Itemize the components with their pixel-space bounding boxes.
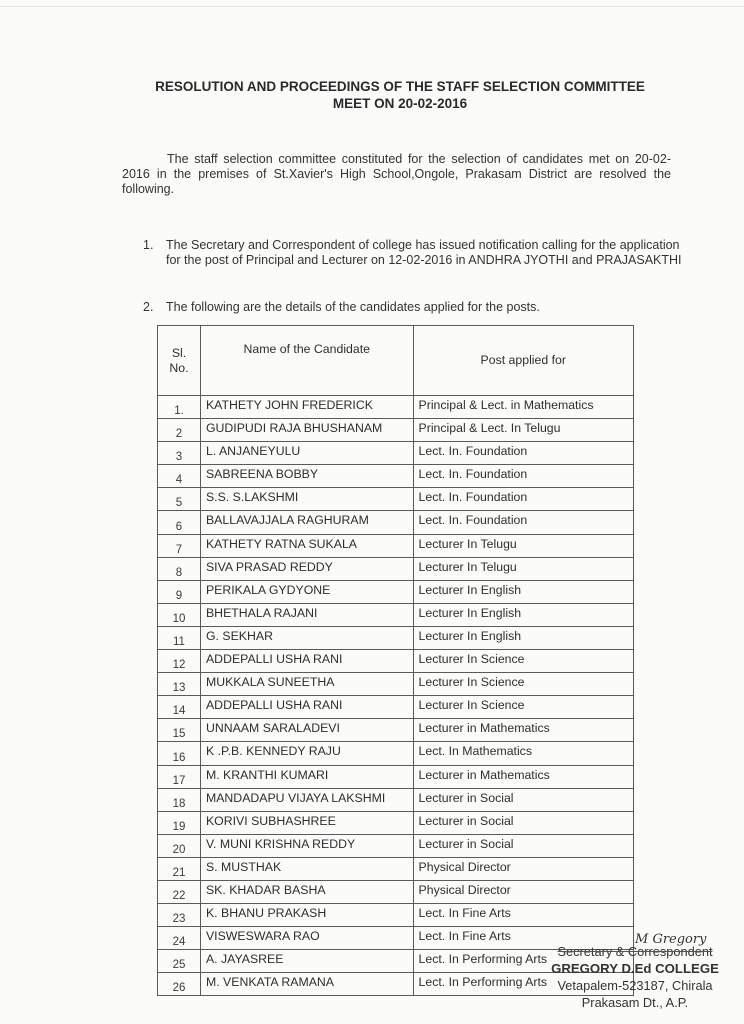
row-sl-no: 6 [158,511,201,534]
table-row [158,857,634,880]
row-post-applied: Lect. In. Foundation [413,488,633,511]
row-candidate-name: SK. KHADAR BASHA [200,880,413,903]
row-sl-no: 11 [158,626,201,649]
row-post-applied: Lecturer In Telugu [413,557,633,580]
table-row [158,511,634,534]
row-sl-no: 17 [158,765,201,788]
table-row [158,419,634,442]
row-sl-no: 2 [158,419,201,442]
row-candidate-name: GUDIPUDI RAJA BHUSHANAM [200,419,413,442]
row-candidate-name: L. ANJANEYULU [200,442,413,465]
table-row [158,788,634,811]
row-post-applied: Lecturer In Science [413,650,633,673]
table-row [158,834,634,857]
row-candidate-name: SIVA PRASAD REDDY [200,557,413,580]
row-post-applied: Lecturer in Social [413,811,633,834]
row-candidate-name: PERIKALA GYDYONE [200,580,413,603]
row-sl-no: 5 [158,488,201,511]
header-sl-no: Sl. No. [158,326,201,396]
row-sl-no: 20 [158,834,201,857]
table-row [158,534,634,557]
row-candidate-name: MUKKALA SUNEETHA [200,673,413,696]
table-row [158,673,634,696]
row-candidate-name: A. JAYASREE [200,950,413,973]
table-row [158,396,634,419]
row-candidate-name: VISWESWARA RAO [200,927,413,950]
row-post-applied: Lecturer In Telugu [413,534,633,557]
handwritten-signature: M Gregory [635,932,707,947]
row-post-applied: Lect. In. Foundation [413,442,633,465]
row-candidate-name: KATHETY JOHN FREDERICK [200,396,413,419]
row-candidate-name: MANDADAPU VIJAYA LAKSHMI [200,788,413,811]
row-post-applied: Lecturer in Social [413,788,633,811]
row-sl-no: 26 [158,973,201,996]
row-post-applied: Lect. In Fine Arts [413,927,633,950]
row-candidate-name: S.S. S.LAKSHMI [200,488,413,511]
row-sl-no: 8 [158,557,201,580]
row-candidate-name: M. VENKATA RAMANA [200,973,413,996]
row-sl-no: 15 [158,719,201,742]
signatory-role: Secretary & Correspondent [557,944,713,959]
table-row [158,650,634,673]
row-candidate-name: K .P.B. KENNEDY RAJU [200,742,413,765]
item-text: The Secretary and Correspondent of college has issued notification calling for the application for the post of Principal and Lecturer on 12-02-2016 in ANDHRA JYOTHI and PRAJASAKTHI [166,238,682,267]
row-sl-no: 25 [158,950,201,973]
row-post-applied: Lect. In Mathematics [413,742,633,765]
row-candidate-name: BALLAVAJJALA RAGHURAM [200,511,413,534]
row-sl-no: 21 [158,857,201,880]
table-row [158,557,634,580]
table-row [158,442,634,465]
row-post-applied: Lecturer in Mathematics [413,765,633,788]
row-post-applied: Principal & Lect. In Telugu [413,419,633,442]
row-candidate-name: M. KRANTHI KUMARI [200,765,413,788]
row-post-applied: Lect. In Fine Arts [413,904,633,927]
candidates-table [157,325,634,996]
row-sl-no: 23 [158,904,201,927]
row-sl-no: 4 [158,465,201,488]
row-sl-no: 19 [158,811,201,834]
item-text: The following are the details of the candidates applied for the posts. [166,300,540,314]
row-candidate-name: K. BHANU PRAKASH [200,904,413,927]
table-row [158,811,634,834]
row-post-applied: Principal & Lect. in Mathematics [413,396,633,419]
item-number: 1. [143,238,154,252]
row-sl-no: 22 [158,880,201,903]
row-sl-no: 9 [158,580,201,603]
header-post-applied: Post applied for [413,326,633,396]
row-sl-no: 14 [158,696,201,719]
scan-edge-line [0,6,744,7]
row-post-applied: Lect. In. Foundation [413,511,633,534]
row-sl-no: 13 [158,673,201,696]
row-sl-no: 10 [158,603,201,626]
intro-paragraph: The staff selection committee constituted for the selection of candidates met on 20-02-2016 in the premises of St.Xavier's High School,Ongole, Prakasam District are resolved the following. [122,152,671,196]
table-row [158,765,634,788]
row-post-applied: Lecturer In Science [413,696,633,719]
row-candidate-name: G. SEKHAR [200,626,413,649]
row-candidate-name: V. MUNI KRISHNA REDDY [200,834,413,857]
table-header-row [158,326,634,396]
row-sl-no: 1. [158,396,201,419]
row-post-applied: Physical Director [413,857,633,880]
table-row [158,465,634,488]
row-sl-no: 16 [158,742,201,765]
row-post-applied: Lecturer in Social [413,834,633,857]
row-post-applied: Lecturer In English [413,580,633,603]
table-row [158,626,634,649]
table-row [158,488,634,511]
row-post-applied: Lect. In. Foundation [413,465,633,488]
row-candidate-name: KORIVI SUBHASHREE [200,811,413,834]
row-candidate-name: SABREENA BOBBY [200,465,413,488]
header-candidate-name: Name of the Candidate [200,326,413,396]
table-row [158,696,634,719]
table-row [158,742,634,765]
row-post-applied: Lect. In Performing Arts [413,950,633,973]
resolution-item-2 [143,300,683,315]
row-candidate-name: ADDEPALLI USHA RANI [200,696,413,719]
college-name: GREGORY D.Ed COLLEGE [551,961,719,976]
row-candidate-name: S. MUSTHAK [200,857,413,880]
row-post-applied: Lecturer In English [413,603,633,626]
row-post-applied: Lect. In Performing Arts [413,973,633,996]
row-sl-no: 7 [158,534,201,557]
table-row [158,719,634,742]
college-address-line-1: Vetapalem-523187, Chirala [557,978,713,993]
row-post-applied: Lecturer in Mathematics [413,719,633,742]
table-row [158,580,634,603]
row-post-applied: Lecturer In English [413,626,633,649]
row-candidate-name: UNNAAM SARALADEVI [200,719,413,742]
table-row [158,603,634,626]
row-sl-no: 3 [158,442,201,465]
row-candidate-name: KATHETY RATNA SUKALA [200,534,413,557]
resolution-item-1 [143,238,683,268]
row-sl-no: 18 [158,788,201,811]
row-sl-no: 24 [158,927,201,950]
row-candidate-name: BHETHALA RAJANI [200,603,413,626]
signature-block [540,932,730,1011]
table-row [158,880,634,903]
table-row [158,904,634,927]
college-address-line-2: Prakasam Dt., A.P. [581,995,689,1010]
row-post-applied: Lecturer In Science [413,673,633,696]
title-line-2: MEET ON 20-02-2016 [332,96,468,111]
document-title [100,78,700,112]
title-line-1: RESOLUTION AND PROCEEDINGS OF THE STAFF SELECTION COMMITTEE [155,79,645,94]
row-post-applied: Physical Director [413,880,633,903]
row-sl-no: 12 [158,650,201,673]
row-candidate-name: ADDEPALLI USHA RANI [200,650,413,673]
item-number: 2. [143,300,154,314]
